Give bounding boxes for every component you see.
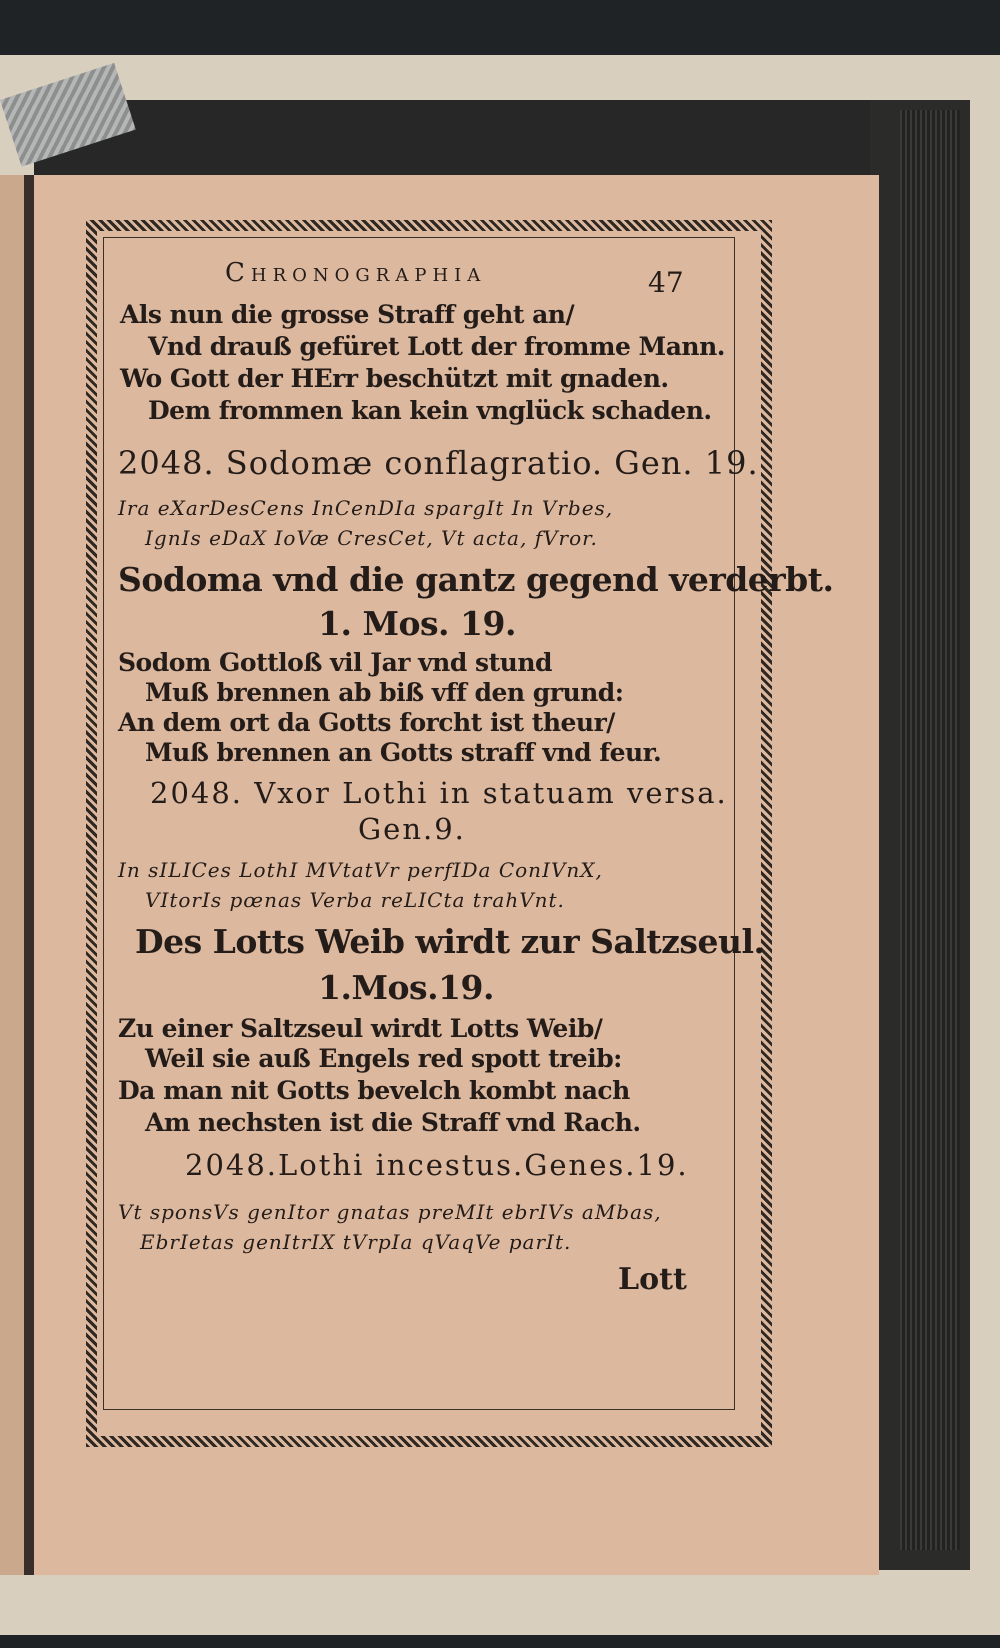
verse-line: Als nun die grosse Straff geht an/ (120, 300, 575, 329)
verse-line: Muß brennen ab biß vff den grund: (145, 678, 624, 707)
verse-line: Vnd drauß gefüret Lott der fromme Mann. (148, 332, 725, 361)
spine-gutter (24, 175, 34, 1575)
verse-line: Am nechsten ist die Straff vnd Rach. (145, 1108, 641, 1137)
chronogram-heading: 2048.Lothi incestus.Genes.19. (185, 1148, 689, 1182)
catchword: Lott (618, 1262, 687, 1297)
verse-line: Weil sie auß Engels red spott treib: (145, 1044, 622, 1073)
latin-verse: In sILICes LothI MVtatVr perfIDa ConIVnX, (118, 858, 603, 882)
top-page-edge (34, 100, 914, 180)
latin-verse: IgnIs eDaX IoVæ CresCet, Vt acta, fVror. (145, 526, 598, 550)
chronogram-heading: 2048. Sodomæ conflagratio. Gen. 19. (118, 444, 759, 482)
german-title: Des Lotts Weib wirdt zur Saltzseul. (135, 922, 765, 961)
page-number: 47 (648, 266, 684, 299)
latin-verse: VItorIs pœnas Verba reLICta trahVnt. (145, 888, 565, 912)
verse-line: Da man nit Gotts bevelch kombt nach (118, 1076, 630, 1105)
verse-line: Zu einer Saltzseul wirdt Lotts Weib/ (118, 1014, 603, 1043)
verse-line: Dem frommen kan kein vnglück schaden. (148, 396, 712, 425)
latin-verse: Vt sponsVs genItor gnatas preMIt ebrIVs aMbas, (118, 1200, 662, 1224)
scripture-reference: 1. Mos. 19. (318, 604, 516, 643)
latin-verse: EbrIetas genItrIX tVrpIa qVaqVe parIt. (140, 1230, 572, 1254)
verse-line: Sodom Gottloß vil Jar vnd stund (118, 648, 552, 677)
german-title: Sodoma vnd die gantz gegend verderbt. (118, 560, 834, 599)
running-header: Chronographia (225, 258, 487, 288)
verse-line: Wo Gott der HErr beschützt mit gnaden. (120, 364, 669, 393)
verse-line: Muß brennen an Gotts straff vnd feur. (145, 738, 662, 767)
verse-line: An dem ort da Gotts forcht ist theur/ (118, 708, 615, 737)
scripture-reference: Gen.9. (358, 812, 466, 846)
chronogram-heading: 2048. Vxor Lothi in statuam versa. (150, 776, 728, 810)
scripture-reference: 1.Mos.19. (318, 968, 494, 1007)
latin-verse: Ira eXarDesCens InCenDIa spargIt In Vrbes, (118, 496, 614, 520)
page-edge-lines (900, 110, 960, 1550)
